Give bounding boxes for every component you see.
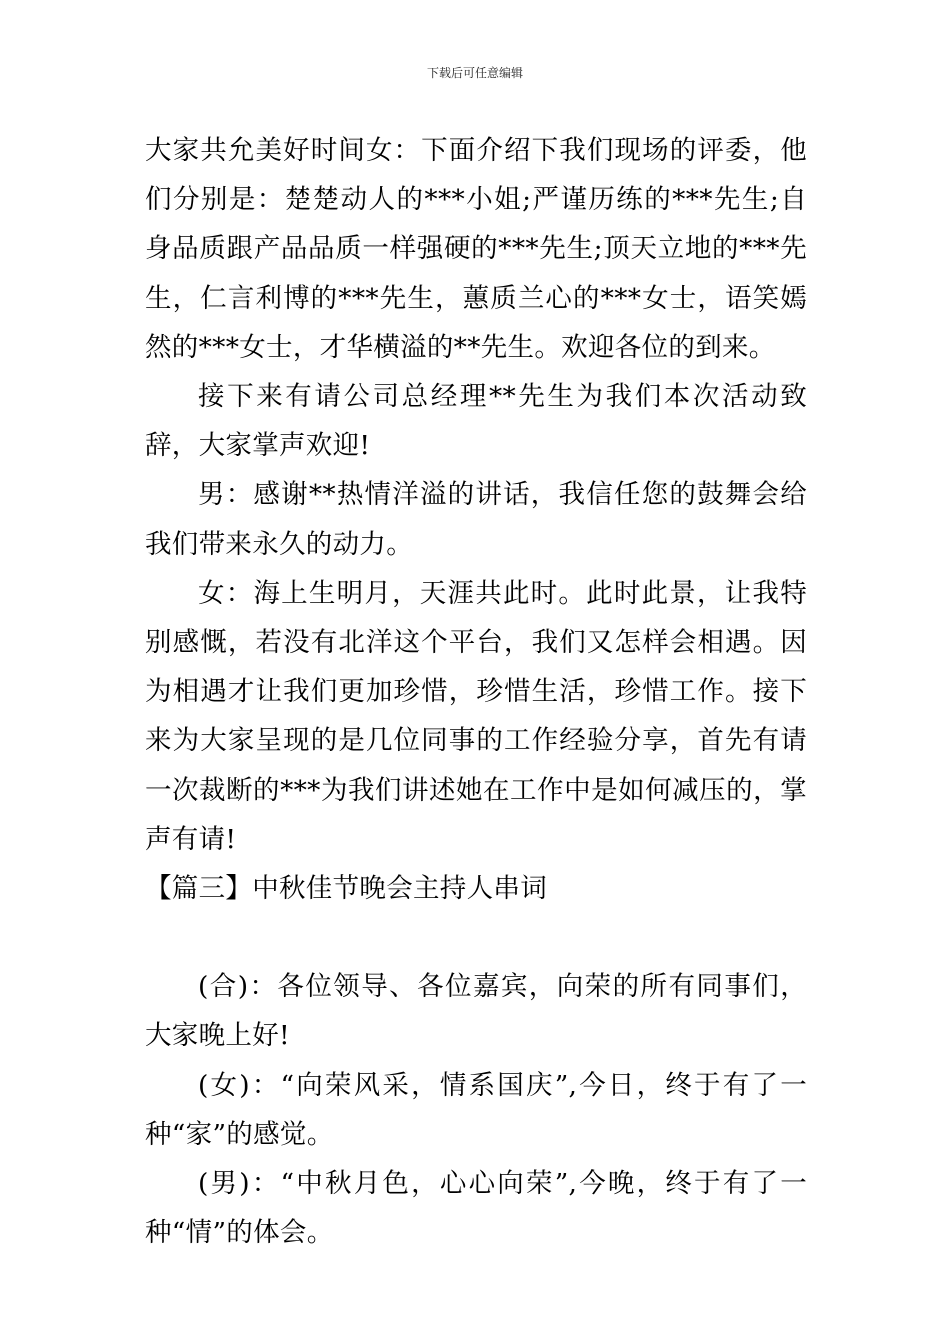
paragraph-judges: 大家共允美好时间女：下面介绍下我们现场的评委，他们分别是：楚楚动人的***小姐;严谨历练的***先生;自身品质跟产品品质一样强硬的***先生;顶天立地的***先生，仁言利博的***先生，蕙质兰心的***女士，语笑嫣然的***女士，才华横溢的**先生。欢迎各位的到来。 [145, 135, 807, 363]
paragraph-male-thanks: 男：感谢**热情洋溢的讲话，我信任您的鼓舞会给我们带来永久的动力。 [145, 479, 807, 560]
document-body [145, 126, 807, 1257]
paragraph-together: (合)：各位领导、各位嘉宾，向荣的所有同事们，大家晚上好! [145, 971, 807, 1052]
paragraph-female-line: (女)：“向荣风采，情系国庆”,今日，终于有了一种“家”的感觉。 [145, 1069, 807, 1150]
paragraph-male-line: (男)：“中秋月色，心心向荣”,今晚，终于有了一种“情”的体会。 [145, 1168, 807, 1249]
blank-line [145, 913, 807, 962]
page-header: 下载后可任意编辑 [426, 66, 523, 80]
paragraph-female-moon: 女：海上生明月，天涯共此时。此时此景，让我特别感慨，若没有北洋这个平台，我们又怎样会相遇。因为相遇才让我们更加珍惜，珍惜生活，珍惜工作。接下来为大家呈现的是几位同事的工作经验分享，首先有请一次裁断的***为我们讲述她在工作中是如何减压的，掌声有请! [145, 577, 807, 855]
section-heading: 【篇三】中秋佳节晚会主持人串词 [145, 873, 547, 905]
paragraph-manager-speech: 接下来有请公司总经理**先生为我们本次活动致辞，大家掌声欢迎! [145, 381, 807, 462]
